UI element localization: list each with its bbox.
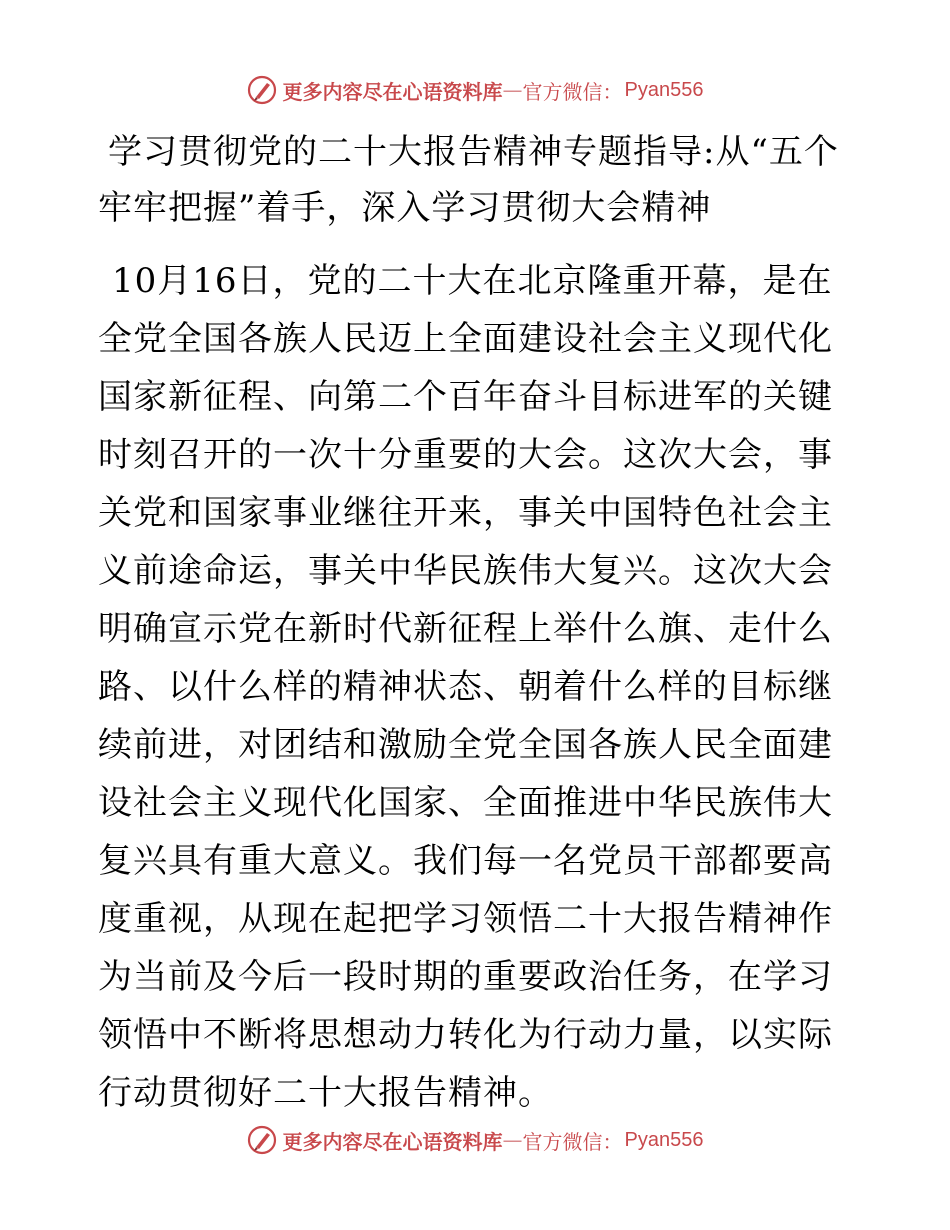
- header-watermark-banner: [0, 70, 950, 110]
- footer-watermark-banner: [0, 1120, 950, 1160]
- document-title: 学习贯彻党的二十大报告精神专题指导:从“五个牢牢把握”着手，深入学习贯彻大会精神: [98, 132, 839, 228]
- document-paragraph: 10月16日，党的二十大在北京隆重开幕，是在全党全国各族人民迈上全面建设社会主义现代化国家新征程、向第二个百年奋斗目标进军的关键时刻召开的一次十分重要的大会。这次大会，事关党和国家事业继往开来，事关中国特色社会主义前途命运，事关中华民族伟大复兴。这次大会明确宣示党在新时代新征程上举什么旗、走什么路、以什么样的精神状态、朝着什么样的目标继续前进，对团结和激励全党全国各族人民全面建设社会主义现代化国家、全面推进中华民族伟大复兴具有重大意义。我们每一名党员干部都要高度重视，从现在起把学习领悟二十大报告精神作为当前及今后一段时期的重要政治任务，在学习领悟中不断将思想动力转化为行动力量，以实际行动贯彻好二十大报告精神。: [98, 261, 833, 1113]
- footer-site-name: 更多内容尽在心语资料库: [282, 1129, 503, 1154]
- header-wechat-label: 官方微信：: [522, 79, 623, 104]
- header-separator: —: [502, 78, 523, 102]
- header-wechat-id: Pyan556: [624, 78, 704, 101]
- footer-wechat-id: Pyan556: [624, 1128, 704, 1151]
- footer-separator: —: [502, 1128, 523, 1152]
- header-site-name: 更多内容尽在心语资料库: [282, 79, 503, 104]
- footer-wechat-label: 官方微信：: [522, 1129, 623, 1154]
- quill-logo-icon: [247, 1125, 277, 1155]
- quill-logo-icon: [247, 75, 277, 105]
